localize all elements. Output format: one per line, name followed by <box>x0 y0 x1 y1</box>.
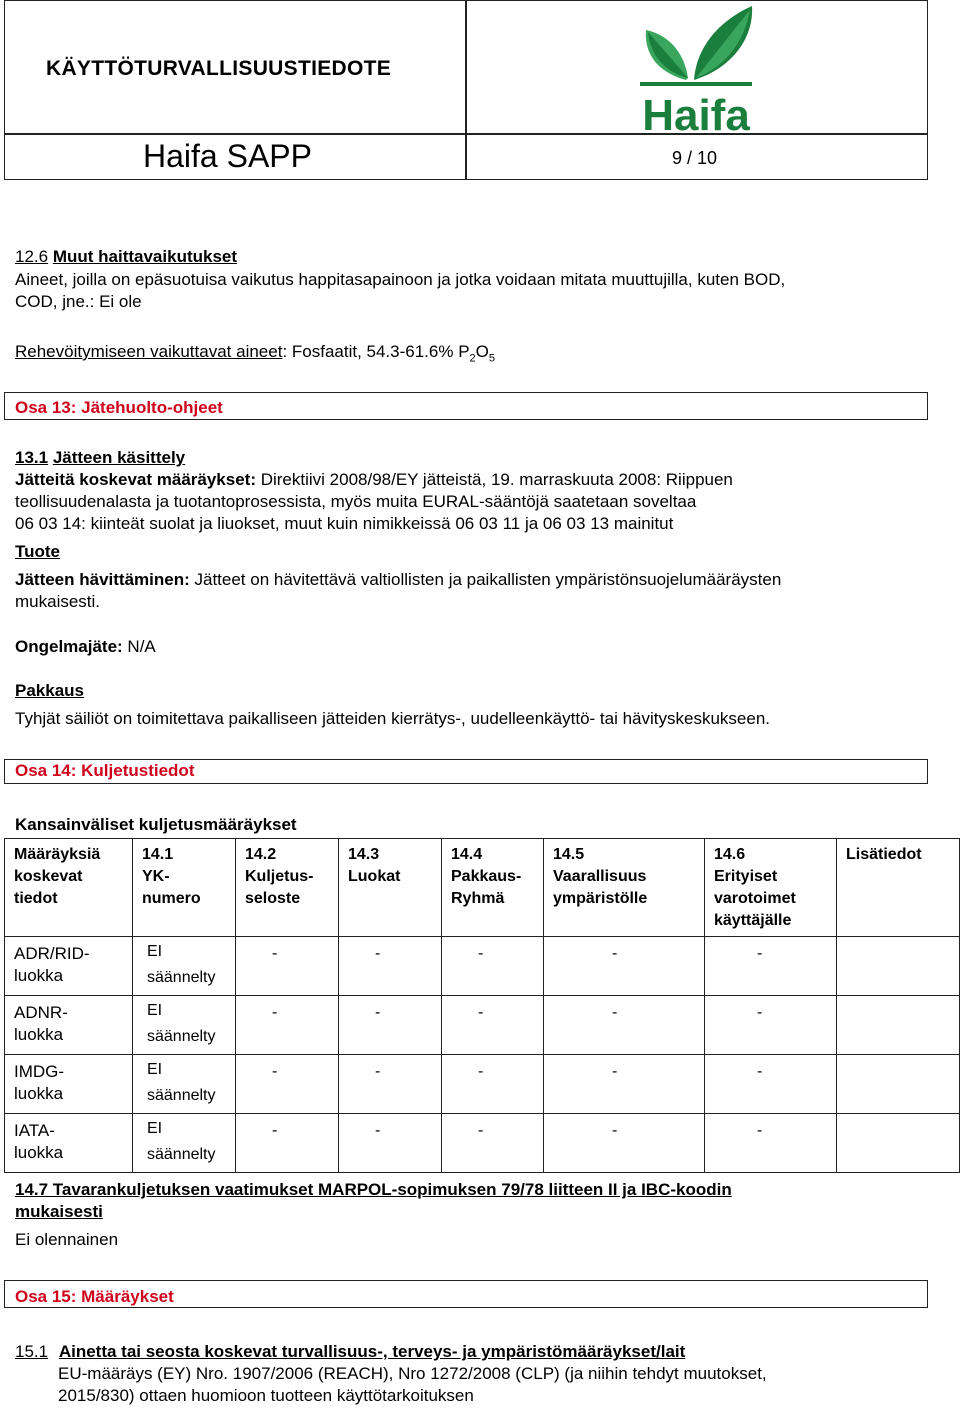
section-number: 12.6 <box>15 247 49 266</box>
un-number-cell: EI säännelty <box>133 996 236 1055</box>
haifa-logo <box>636 2 756 132</box>
hazardous-waste-label: Ongelmajäte: <box>15 637 123 656</box>
disposal-text: Jätteet on hävitettävä valtiollisten ja paikallisten ympäristönsuojelumääräysten <box>189 570 782 589</box>
column-header: 14.4 Pakkaus- Ryhmä <box>442 839 544 937</box>
subscript: 2 <box>469 352 476 365</box>
column-header: 14.6 Erityiset varotoimet käyttäjälle <box>705 839 837 937</box>
table-cell: - <box>544 1114 705 1173</box>
paragraph-line: teollisuudenalasta ja tuotantoprosessista, myös muita EURAL-sääntöjä saatetaan soveltaa <box>15 492 697 511</box>
subsection-13-1-heading <box>15 448 185 468</box>
header-divider <box>465 0 467 180</box>
section-number: 15.1 <box>15 1342 49 1361</box>
eutrophication-value: : Fosfaatit, 54.3-61.6% P <box>282 342 470 361</box>
section-title: Muut haittavaikutukset <box>52 247 238 266</box>
table-cell: - <box>442 937 544 996</box>
subscript: 5 <box>488 352 496 365</box>
row-label: ADNR- luokka <box>5 996 133 1055</box>
paragraph-line: mukaisesti. <box>15 592 101 611</box>
row-label: IATA- luokka <box>5 1114 133 1173</box>
logo-text: Haifa <box>642 91 750 132</box>
hazardous-waste-line <box>15 637 156 657</box>
table-cell: - <box>236 937 339 996</box>
table-cell <box>837 937 960 996</box>
table-cell: - <box>339 996 442 1055</box>
section-12-6-heading <box>15 247 237 267</box>
table-cell: - <box>544 937 705 996</box>
column-header: 14.3 Luokat <box>339 839 442 937</box>
column-header: 14.1 YK- numero <box>133 839 236 937</box>
disposal-label: Jätteen hävittäminen: <box>15 570 190 589</box>
table-cell <box>837 1114 960 1173</box>
table-row <box>5 1055 960 1114</box>
table-cell: - <box>236 996 339 1055</box>
un-number-cell: EI säännelty <box>133 1055 236 1114</box>
table-cell: - <box>442 1055 544 1114</box>
table-cell: - <box>544 996 705 1055</box>
table-cell <box>837 996 960 1055</box>
table-cell: - <box>339 1055 442 1114</box>
regulation-line <box>15 470 733 490</box>
subsection-15-1-heading <box>15 1342 685 1362</box>
table-row <box>5 937 960 996</box>
section-title: Jätteen käsittely <box>52 448 186 467</box>
paragraph-line: Aineet, joilla on epäsuotuisa vaikutus happitasapainoon ja jotka voidaan mitata muuttujilla, kuten BOD, <box>15 270 786 289</box>
document-title: KÄYTTÖTURVALLISUUSTIEDOTE <box>46 57 392 80</box>
paragraph-line: EU-määräys (EY) Nro. 1907/2006 (REACH), Nro 1272/2008 (CLP) (ja niihin tehdyt muutokset, <box>58 1364 767 1383</box>
table-cell: - <box>544 1055 705 1114</box>
logo-leaf-right <box>694 6 752 80</box>
disposal-line <box>15 570 781 590</box>
section-13-title: Osa 13: Jätehuolto-ohjeet <box>15 398 223 417</box>
eutrophication-line <box>15 342 495 364</box>
table-cell: - <box>442 996 544 1055</box>
table-cell: - <box>339 1114 442 1173</box>
column-header: Määräyksiä koskevat tiedot <box>5 839 133 937</box>
row-label: ADR/RID- luokka <box>5 937 133 996</box>
un-number-cell: EI säännelty <box>133 937 236 996</box>
table-header-row <box>5 839 960 937</box>
paragraph-line: 2015/830) ottaen huomioon tuotteen käyttötarkoituksen <box>58 1386 474 1405</box>
column-header: 14.2 Kuljetus- seloste <box>236 839 339 937</box>
table-cell: - <box>442 1114 544 1173</box>
table-cell: - <box>236 1055 339 1114</box>
table-row <box>5 1114 960 1173</box>
intl-transport-heading: Kansainväliset kuljetusmääräykset <box>15 815 297 834</box>
column-header: 14.5 Vaarallisuus ympäristölle <box>544 839 705 937</box>
paragraph-line: 06 03 14: kiinteät suolat ja liuokset, muut kuin nimikkeissä 06 03 11 ja 06 03 13 mainitut <box>15 514 674 533</box>
table-cell: - <box>705 937 837 996</box>
oxygen-symbol: O <box>475 342 489 361</box>
product-name: Haifa SAPP <box>143 138 312 174</box>
section-15-title: Osa 15: Määräykset <box>15 1287 174 1306</box>
table-cell: - <box>236 1114 339 1173</box>
subsection-14-7-heading: 14.7 Tavarankuljetuksen vaatimukset MARPOL-sopimuksen 79/78 liitteen II ja IBC-koodin <box>15 1180 732 1199</box>
hazardous-waste-value: N/A <box>122 637 156 656</box>
table-cell: - <box>705 1055 837 1114</box>
table-cell: - <box>705 1114 837 1173</box>
row-label: IMDG- luokka <box>5 1055 133 1114</box>
table-cell: - <box>339 937 442 996</box>
eutrophication-label: Rehevöitymiseen vaikuttavat aineet <box>15 342 283 361</box>
table-cell: - <box>705 996 837 1055</box>
s14-7-value: Ei olennainen <box>15 1230 119 1249</box>
product-heading: Tuote <box>15 542 61 561</box>
section-title: Ainetta tai seosta koskevat turvallisuus-, terveys- ja ympäristömääräykset/lait <box>58 1342 686 1361</box>
page-number: 9 / 10 <box>672 148 718 168</box>
logo-ground-line <box>640 82 752 86</box>
header-divider <box>4 133 928 135</box>
section-number: 13.1 <box>15 448 49 467</box>
table-row <box>5 996 960 1055</box>
packaging-heading: Pakkaus <box>15 681 84 700</box>
paragraph-line: COD, jne.: Ei ole <box>15 292 142 311</box>
table-cell <box>837 1055 960 1114</box>
regulation-label: Jätteitä koskevat määräykset: <box>15 470 256 489</box>
packaging-text: Tyhjät säiliöt on toimitettava paikalliseen jätteiden kierrätys-, uudelleenkäyttö- tai hävityskeskukseen. <box>15 709 770 728</box>
un-number-cell: EI säännelty <box>133 1114 236 1173</box>
transport-table <box>4 838 960 1173</box>
regulation-text: Direktiivi 2008/98/EY jätteistä, 19. marraskuuta 2008: Riippuen <box>255 470 733 489</box>
subsection-14-7-heading: mukaisesti <box>15 1202 103 1221</box>
column-header: Lisätiedot <box>837 839 960 937</box>
section-14-title: Osa 14: Kuljetustiedot <box>15 761 195 780</box>
